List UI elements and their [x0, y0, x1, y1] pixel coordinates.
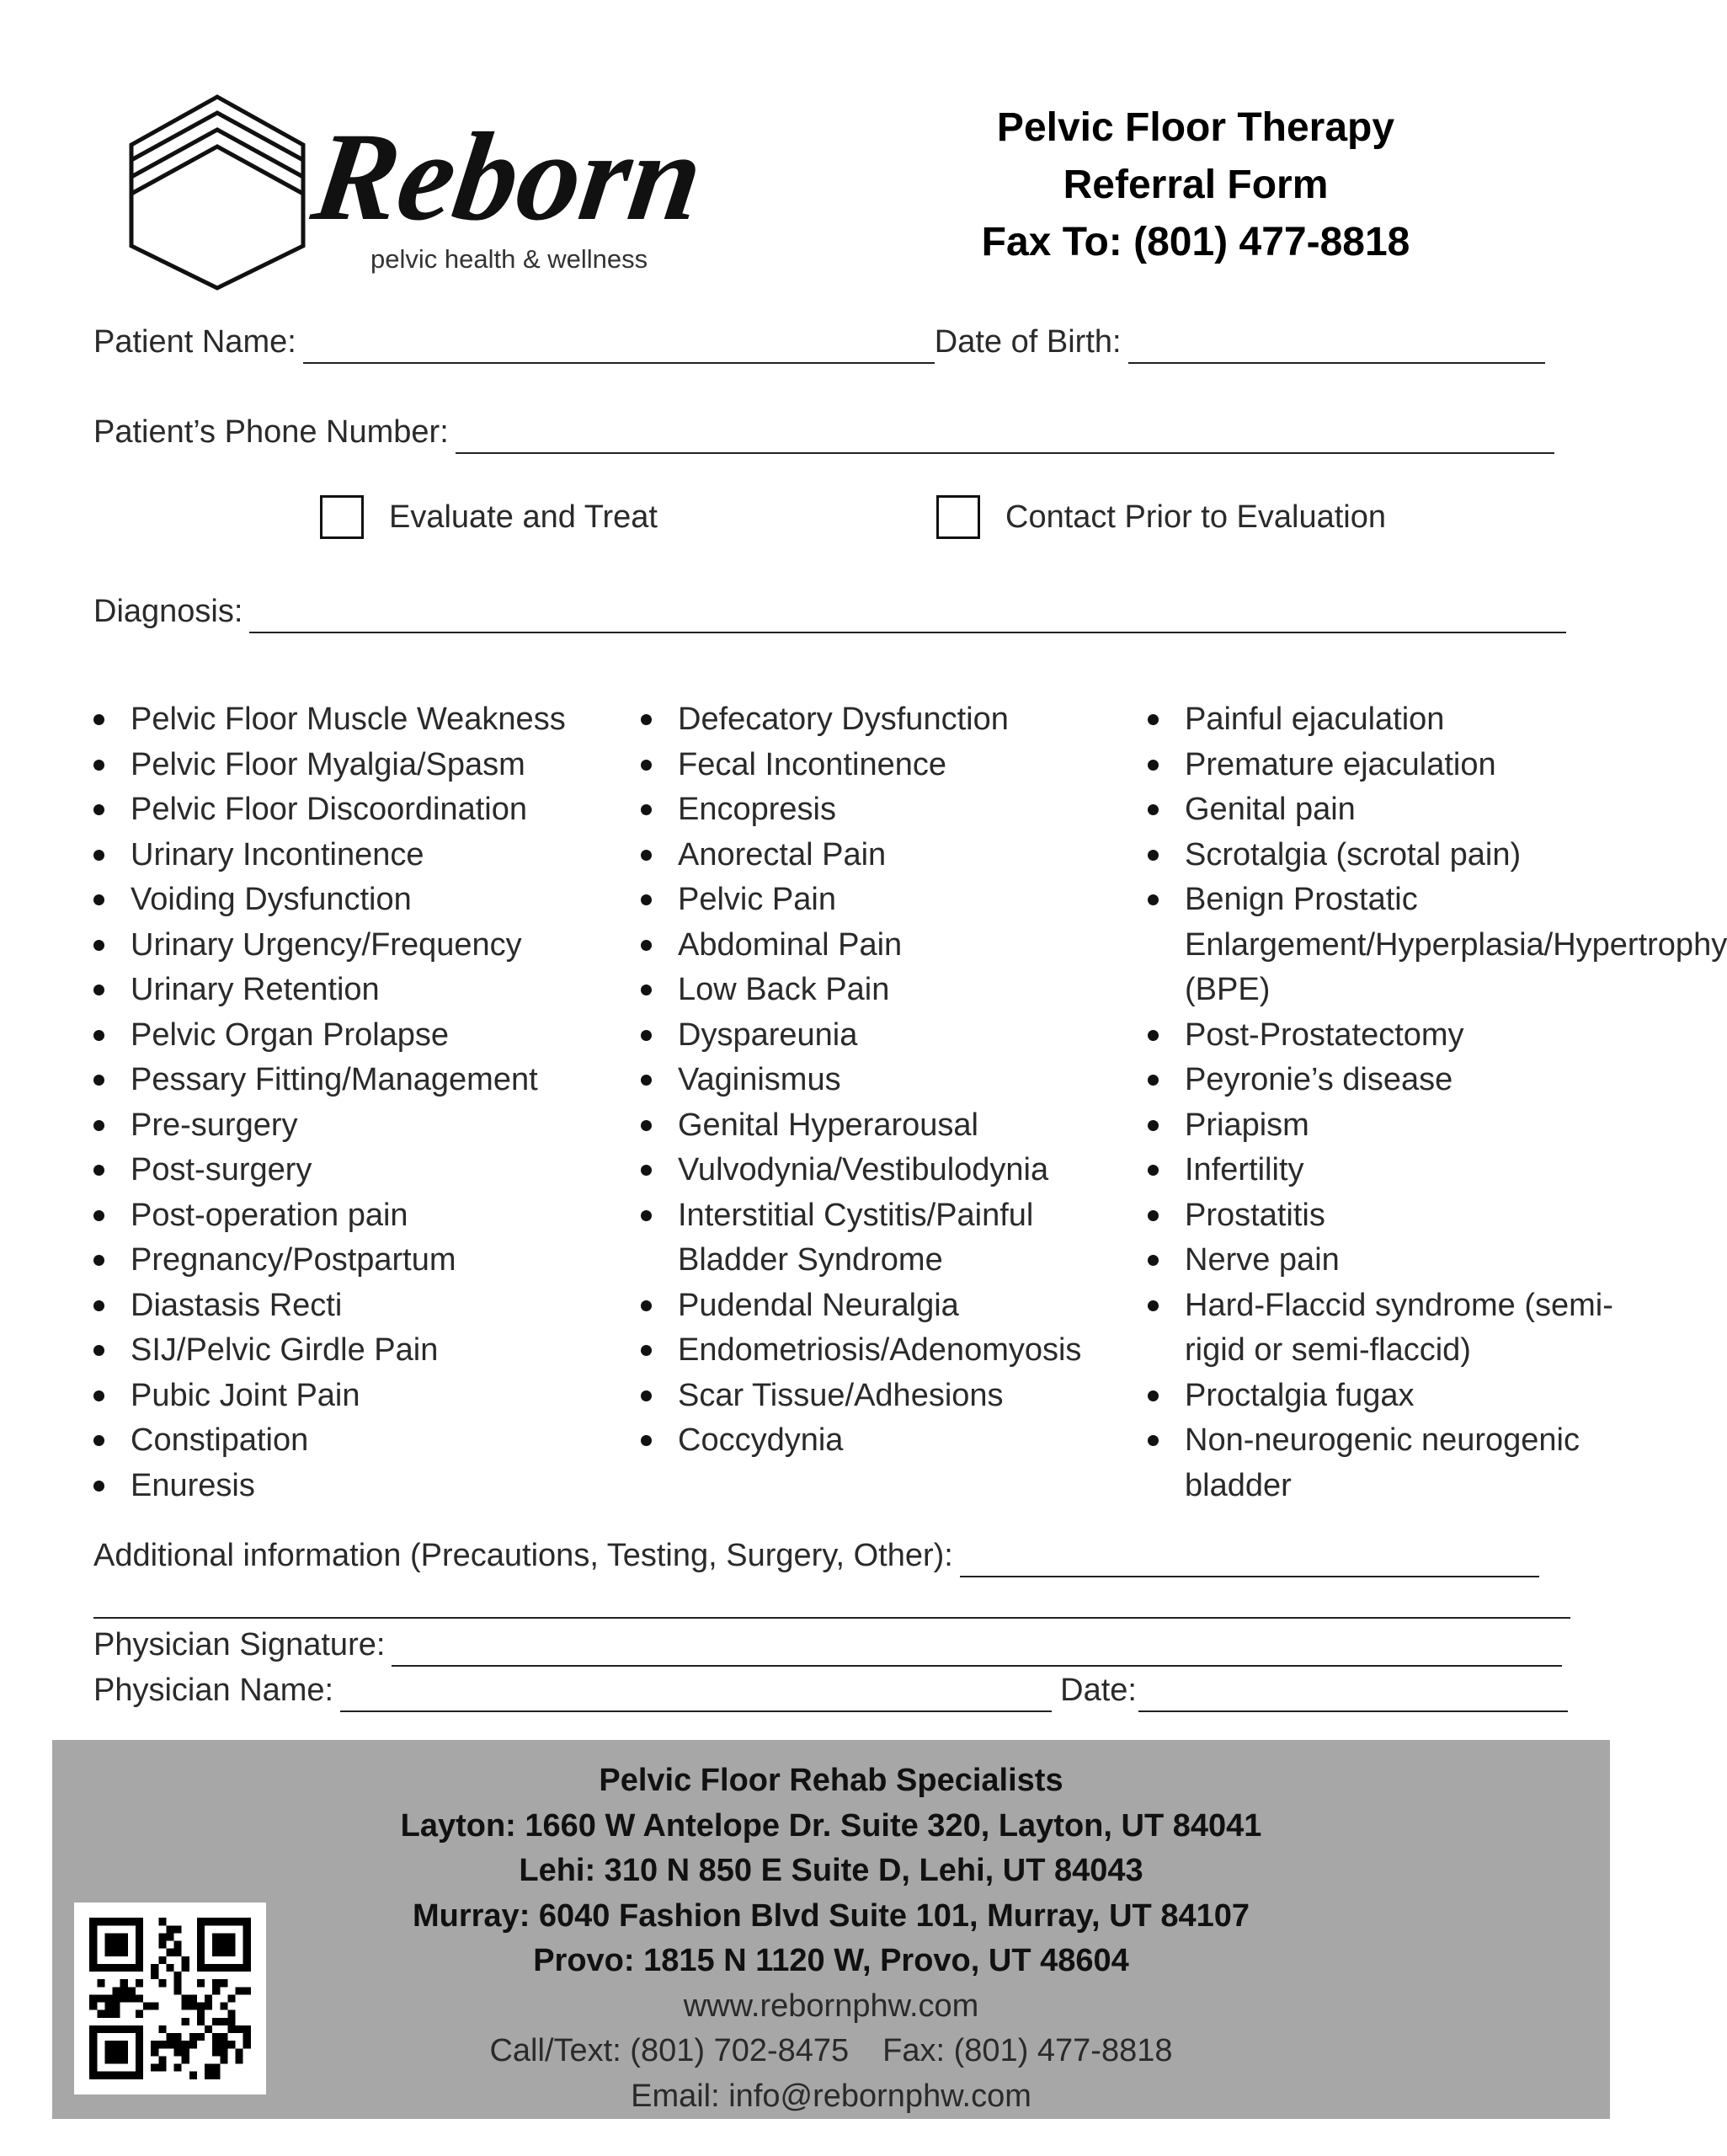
- diagnosis-item: [641, 1013, 1129, 1059]
- diagnosis-item: [1148, 1283, 1615, 1374]
- diagnosis-item: [93, 1374, 632, 1419]
- diagnosis-item: [93, 1103, 632, 1149]
- diagnosis-label: Pelvic Floor Myalgia/Spasm: [131, 746, 525, 782]
- diagnosis-label: Pelvic Floor Muscle Weakness: [131, 702, 566, 737]
- diagnosis-item: [1148, 878, 1727, 1013]
- brand-name: Reborn: [305, 106, 712, 247]
- diagnosis-label: Scar Tissue/Adhesions: [678, 1377, 1004, 1413]
- physician-name-row: [93, 1673, 1568, 1712]
- footer-text: [52, 1758, 1610, 2119]
- signature-label: Physician Signature:: [93, 1627, 386, 1662]
- diagnosis-item: [641, 787, 1129, 833]
- diagnosis-item: [93, 697, 632, 743]
- diagnosis-label: Proctalgia fugax: [1185, 1377, 1415, 1413]
- diagnosis-label: Endometriosis/Adenomyosis: [678, 1332, 1082, 1368]
- diagnosis-label: Constipation: [131, 1422, 309, 1458]
- diagnosis-item: [641, 968, 1129, 1013]
- additional-info-field-line2[interactable]: [93, 1617, 1570, 1619]
- phone-row: [93, 414, 1554, 454]
- diagnosis-label: Vulvodynia/Vestibulodynia: [678, 1152, 1049, 1187]
- bullet-dot-icon: [93, 985, 104, 995]
- diagnosis-item: [93, 923, 632, 969]
- diagnosis-item: [1148, 1193, 1615, 1239]
- diagnosis-item: [93, 1238, 632, 1283]
- bullet-dot-icon: [93, 1030, 104, 1041]
- additional-info-field[interactable]: [960, 1542, 1539, 1577]
- bullet-dot-icon: [93, 940, 104, 951]
- contact-prior-checkbox[interactable]: [936, 495, 980, 539]
- hexagon-chevron-logo-icon: [131, 97, 303, 288]
- qr-code-icon: [74, 1903, 266, 2095]
- phone-field[interactable]: [456, 419, 1554, 454]
- diagnosis-item: [641, 1148, 1129, 1193]
- diagnosis-label: Prostatitis: [1185, 1197, 1325, 1233]
- bullet-dot-icon: [1148, 1075, 1159, 1086]
- bullet-dot-icon: [641, 1075, 652, 1086]
- diagnosis-item: [1148, 743, 1615, 788]
- bullet-dot-icon: [1148, 804, 1159, 815]
- bullet-dot-icon: [1148, 1300, 1159, 1311]
- call-text: Call/Text: (801) 702-8475: [489, 2033, 850, 2068]
- website-link[interactable]: www.rebornphw.com: [683, 1988, 979, 2024]
- bullet-dot-icon: [93, 1255, 104, 1266]
- diagnosis-label: Painful ejaculation: [1185, 702, 1445, 737]
- diagnosis-label: Peyronie’s disease: [1185, 1062, 1453, 1097]
- diagnosis-label: Urinary Retention: [131, 972, 380, 1007]
- date-field[interactable]: [1138, 1677, 1568, 1712]
- bullet-dot-icon: [1148, 760, 1159, 771]
- reborn-logo: [126, 93, 741, 295]
- diagnosis-item: [1148, 1374, 1615, 1419]
- diagnosis-item: [93, 1464, 632, 1509]
- dob-label: Date of Birth:: [934, 324, 1122, 360]
- diagnosis-item: [93, 878, 632, 923]
- diagnosis-item: [93, 1328, 632, 1374]
- contact-prior-option[interactable]: [936, 495, 1386, 539]
- diagnosis-label: SIJ/Pelvic Girdle Pain: [131, 1332, 439, 1368]
- diagnosis-label: Benign Prostatic Enlargement/Hyperplasia/Hypertrophy (BPE): [1185, 882, 1727, 1007]
- diagnosis-label: Genital Hyperarousal: [678, 1107, 978, 1143]
- diagnosis-item: [641, 697, 1129, 743]
- diagnosis-label: Premature ejaculation: [1185, 746, 1496, 782]
- bullet-dot-icon: [1148, 1210, 1159, 1221]
- diagnosis-field[interactable]: [249, 598, 1566, 633]
- diagnosis-label: Post-operation pain: [131, 1197, 408, 1233]
- diagnosis-item: [93, 1193, 632, 1239]
- diagnosis-item: [641, 1283, 1129, 1329]
- diagnosis-label: Pre-surgery: [131, 1107, 298, 1143]
- diagnosis-label: Urinary Incontinence: [131, 836, 424, 873]
- diagnosis-label: Infertility: [1185, 1152, 1304, 1187]
- bullet-dot-icon: [1148, 714, 1159, 725]
- bullet-dot-icon: [641, 850, 652, 861]
- bullet-dot-icon: [93, 1390, 104, 1401]
- bullet-dot-icon: [641, 804, 652, 815]
- diagnosis-item: [641, 743, 1129, 788]
- bullet-dot-icon: [93, 1210, 104, 1221]
- diagnosis-item: [93, 833, 632, 878]
- bullet-dot-icon: [641, 1345, 652, 1356]
- diagnosis-item: [1148, 1103, 1615, 1149]
- bullet-dot-icon: [93, 1345, 104, 1356]
- contact-line: [52, 2029, 1610, 2074]
- diagnosis-label: Scrotalgia (scrotal pain): [1185, 836, 1522, 873]
- diagnosis-label: Genital pain: [1185, 792, 1356, 827]
- diagnosis-item: [641, 878, 1129, 923]
- address-murray: Murray: 6040 Fashion Blvd Suite 101, Murray, UT 84107: [412, 1897, 1250, 1934]
- diagnosis-label: Coccydynia: [678, 1422, 844, 1458]
- bullet-dot-icon: [93, 1075, 104, 1086]
- bullet-dot-icon: [93, 714, 104, 725]
- bullet-dot-icon: [93, 1435, 104, 1446]
- bullet-dot-icon: [641, 1030, 652, 1041]
- bullet-dot-icon: [641, 894, 652, 905]
- diagnosis-item: [93, 1283, 632, 1329]
- diagnosis-label: Diastasis Recti: [131, 1287, 343, 1323]
- diagnosis-label: Priapism: [1185, 1107, 1309, 1143]
- diagnosis-label: Pelvic Pain: [678, 882, 836, 917]
- diagnosis-label: Interstitial Cystitis/Painful Bladder Syndrome: [678, 1197, 1034, 1278]
- bullet-dot-icon: [641, 714, 652, 725]
- diagnosis-item: [641, 1328, 1129, 1374]
- signature-row: [93, 1627, 1562, 1667]
- bullet-dot-icon: [93, 760, 104, 771]
- diagnosis-label: Nerve pain: [1185, 1242, 1340, 1278]
- diagnosis-list-col1: [93, 697, 632, 1508]
- diagnosis-label: Enuresis: [131, 1467, 255, 1503]
- bullet-dot-icon: [93, 1300, 104, 1311]
- physician-name-label: Physician Name:: [93, 1673, 334, 1708]
- diagnosis-label: Defecatory Dysfunction: [678, 702, 1009, 737]
- physician-name-field[interactable]: [340, 1677, 1052, 1712]
- address-lehi: Lehi: 310 N 850 E Suite D, Lehi, UT 84043: [519, 1853, 1143, 1888]
- diagnosis-label: Voiding Dysfunction: [131, 882, 412, 917]
- bullet-dot-icon: [641, 760, 652, 771]
- diagnosis-item: [1148, 1238, 1615, 1283]
- bullet-dot-icon: [93, 850, 104, 861]
- bullet-dot-icon: [1148, 1390, 1159, 1401]
- patient-name-row: [93, 324, 1545, 364]
- bullet-dot-icon: [641, 1165, 652, 1176]
- bullet-dot-icon: [93, 1481, 104, 1492]
- diagnosis-item: [93, 787, 632, 833]
- diagnosis-item: [641, 1193, 1129, 1283]
- patient-name-field[interactable]: [303, 328, 935, 364]
- diagnosis-item: [93, 1418, 632, 1464]
- bullet-dot-icon: [641, 940, 652, 951]
- footer-heading: Pelvic Floor Rehab Specialists: [599, 1763, 1063, 1798]
- bullet-dot-icon: [1148, 1255, 1159, 1266]
- bullet-dot-icon: [1148, 850, 1159, 861]
- diagnosis-item: [641, 1103, 1129, 1149]
- diagnosis-item: [1148, 1058, 1615, 1103]
- form-title: [918, 99, 1474, 271]
- title-line-2: Referral Form: [1063, 163, 1329, 207]
- bullet-dot-icon: [93, 1165, 104, 1176]
- phone-label: Patient’s Phone Number:: [93, 414, 449, 450]
- diagnosis-label: Dyspareunia: [678, 1017, 858, 1053]
- bullet-dot-icon: [641, 1120, 652, 1131]
- diagnosis-label: Pelvic Floor Discoordination: [131, 792, 527, 827]
- title-line-1: Pelvic Floor Therapy: [996, 105, 1395, 150]
- evaluate-treat-checkbox[interactable]: [320, 495, 364, 539]
- diagnosis-item: [93, 743, 632, 788]
- diagnosis-item: [641, 1058, 1129, 1103]
- diagnosis-list-col2: [641, 697, 1129, 1464]
- diagnosis-item: [1148, 697, 1615, 743]
- bullet-dot-icon: [1148, 1435, 1159, 1446]
- diagnosis-label: Post-Prostatectomy: [1185, 1017, 1464, 1053]
- diagnosis-item: [1148, 1013, 1615, 1059]
- diagnosis-label: Encopresis: [678, 792, 836, 827]
- diagnosis-label: Fecal Incontinence: [678, 746, 946, 782]
- signature-field[interactable]: [392, 1631, 1562, 1667]
- diagnosis-item: [1148, 1148, 1615, 1193]
- diagnosis-label: Anorectal Pain: [678, 836, 887, 873]
- diagnosis-label: Pubic Joint Pain: [131, 1377, 360, 1413]
- bullet-dot-icon: [1148, 894, 1159, 905]
- diagnosis-item: [641, 923, 1129, 969]
- diagnosis-list-col3: [1148, 697, 1727, 1508]
- bullet-dot-icon: [641, 1210, 652, 1221]
- address-layton: Layton: 1660 W Antelope Dr. Suite 320, Layton, UT 84041: [400, 1807, 1262, 1844]
- diagnosis-item: [1148, 833, 1615, 878]
- diagnosis-item: [641, 833, 1129, 878]
- brand-tagline: pelvic health & wellness: [370, 244, 648, 274]
- diagnosis-label: Low Back Pain: [678, 972, 890, 1007]
- diagnosis-label: Pessary Fitting/Management: [131, 1062, 538, 1097]
- diagnosis-label: Diagnosis:: [93, 594, 243, 629]
- diagnosis-item: [641, 1374, 1129, 1419]
- diagnosis-item: [1148, 787, 1615, 833]
- diagnosis-row: [93, 594, 1566, 633]
- diagnosis-label: Vaginismus: [678, 1062, 841, 1097]
- bullet-dot-icon: [93, 894, 104, 905]
- bullet-dot-icon: [93, 1120, 104, 1131]
- dob-field[interactable]: [1128, 328, 1545, 364]
- patient-name-label: Patient Name:: [93, 324, 296, 360]
- diagnosis-label: Pregnancy/Postpartum: [131, 1242, 456, 1278]
- contact-prior-label: Contact Prior to Evaluation: [1005, 499, 1387, 535]
- bullet-dot-icon: [93, 804, 104, 815]
- evaluate-treat-label: Evaluate and Treat: [389, 499, 658, 535]
- bullet-dot-icon: [641, 985, 652, 995]
- diagnosis-label: Non-neurogenic neurogenic bladder: [1185, 1422, 1580, 1503]
- diagnosis-label: Pudendal Neuralgia: [678, 1287, 959, 1323]
- additional-info-label: Additional information (Precautions, Testing, Surgery, Other):: [93, 1538, 953, 1573]
- bullet-dot-icon: [1148, 1165, 1159, 1176]
- address-provo: Provo: 1815 N 1120 W, Provo, UT 48604: [533, 1943, 1129, 1978]
- fax-line: Fax To: (801) 477-8818: [981, 220, 1410, 264]
- email-link[interactable]: Email: info@rebornphw.com: [631, 2078, 1031, 2114]
- bullet-dot-icon: [641, 1390, 652, 1401]
- diagnosis-label: Urinary Urgency/Frequency: [131, 926, 522, 963]
- bullet-dot-icon: [641, 1300, 652, 1311]
- diagnosis-label: Hard-Flaccid syndrome (semi-rigid or semi-flaccid): [1185, 1287, 1613, 1368]
- diagnosis-item: [93, 1148, 632, 1193]
- diagnosis-item: [93, 1058, 632, 1103]
- diagnosis-item: [1148, 1418, 1615, 1508]
- footer-fax: Fax: (801) 477-8818: [882, 2033, 1173, 2068]
- diagnosis-label: Post-surgery: [131, 1152, 312, 1187]
- diagnosis-label: Pelvic Organ Prolapse: [131, 1017, 450, 1053]
- evaluate-treat-option[interactable]: [320, 495, 658, 539]
- additional-info-row: [93, 1538, 1539, 1577]
- date-label: Date:: [1060, 1673, 1137, 1708]
- diagnosis-item: [93, 1013, 632, 1059]
- bullet-dot-icon: [1148, 1120, 1159, 1131]
- diagnosis-item: [641, 1418, 1129, 1464]
- bullet-dot-icon: [1148, 1030, 1159, 1041]
- footer-panel: [52, 1740, 1610, 2119]
- diagnosis-label: Abdominal Pain: [678, 926, 903, 963]
- diagnosis-item: [93, 968, 632, 1013]
- bullet-dot-icon: [641, 1435, 652, 1446]
